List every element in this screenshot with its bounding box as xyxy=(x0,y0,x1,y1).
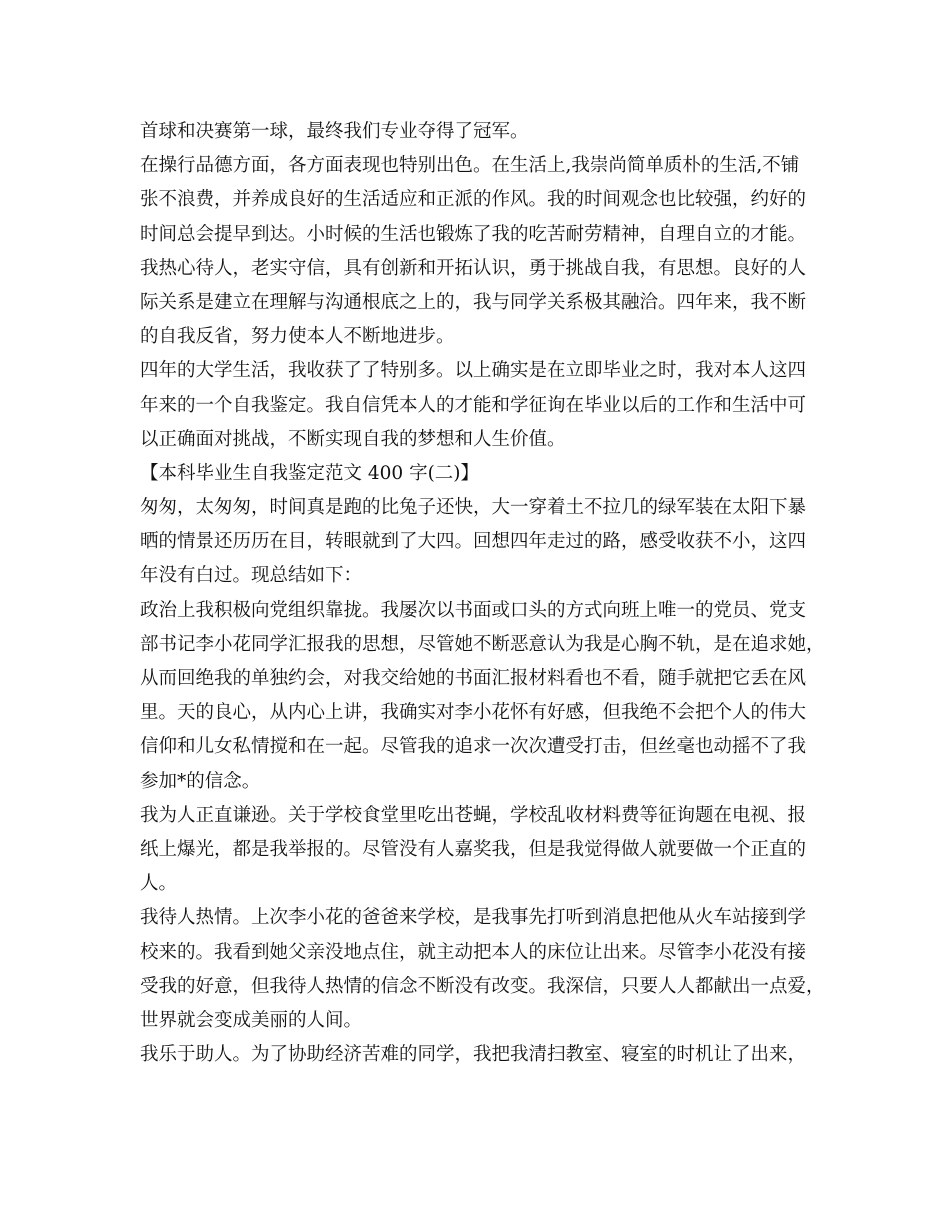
text-line: 时间总会提早到达。小时候的生活也锻炼了我的吃苦耐劳精神，自理自立的才能。 xyxy=(140,223,807,245)
text-line: 人。 xyxy=(140,873,178,895)
text-line: 以正确面对挑战，不断实现自我的梦想和人生价值。 xyxy=(140,428,566,450)
text-line: 参加*的信念。 xyxy=(140,770,261,792)
text-line: 我待人热情。上次李小花的爸爸来学校，是我事先打听到消息把他从火车站接到学 xyxy=(140,907,807,929)
text-line: 匆匆，太匆匆，时间真是跑的比兔子还快，大一穿着土不拉几的绿军装在太阳下暴 xyxy=(140,497,807,519)
text-line: 我为人正直谦逊。关于学校食堂里吃出苍蝇，学校乱收材料费等征询题在电视、报 xyxy=(140,804,807,826)
document-body xyxy=(140,115,840,1072)
text-line: 张不浪费，并养成良好的生活适应和正派的作风。我的时间观念也比较强，约好的 xyxy=(140,189,807,211)
text-line: 在操行品德方面，各方面表现也特别出色。在生活上,我崇尚简单质朴的生活,不铺 xyxy=(140,155,800,177)
text-line: 从而回绝我的单独约会，对我交给她的书面汇报材料看也不看，随手就把它丢在风 xyxy=(140,668,807,689)
text-line: 我热心待人，老实守信，具有创新和开拓认识，勇于挑战自我，有思想。良好的人 xyxy=(140,257,807,279)
text-line: 纸上爆光，都是我举报的。尽管没有人嘉奖我，但是我觉得做人就要做一个正直的 xyxy=(140,838,807,860)
text-line: 晒的情景还历历在目，转眼就到了大四。回想四年走过的路，感受收获不小，这四 xyxy=(140,531,807,553)
text-line: 年来的一个自我鉴定。我自信凭本人的才能和学征询在毕业以后的工作和生活中可 xyxy=(140,394,807,416)
text-line: 的自我反省，努力使本人不断地进步。 xyxy=(140,326,455,348)
text-line: 部书记李小花同学汇报我的思想，尽管她不断恶意认为我是心胸不轨，是在追求她， xyxy=(140,633,825,655)
text-line: 首球和决赛第一球，最终我们专业夺得了冠军。 xyxy=(140,121,529,142)
text-line: 际关系是建立在理解与沟通根底之上的，我与同学关系极其融洽。四年来，我不断 xyxy=(140,291,807,313)
text-line: 信仰和儿女私情搅和在一起。尽管我的追求一次次遭受打击，但丝毫也动摇不了我 xyxy=(140,736,807,758)
text-line: 里。天的良心，从内心上讲，我确实对李小花怀有好感，但我绝不会把个人的伟大 xyxy=(140,702,807,724)
section-heading: 【本科毕业生自我鉴定范文 400 字(二)】 xyxy=(140,462,480,484)
text-line: 政治上我积极向党组织靠拢。我屡次以书面或口头的方式向班上唯一的党员、党支 xyxy=(140,599,807,621)
text-line: 年没有白过。现总结如下： xyxy=(140,565,363,587)
text-line: 世界就会变成美丽的人间。 xyxy=(140,1009,363,1031)
text-line: 我乐于助人。为了协助经济苦难的同学，我把我清扫教室、寝室的时机让了出来， xyxy=(140,1044,807,1066)
text-line: 四年的大学生活，我收获了了特别多。以上确实是在立即毕业之时，我对本人这四 xyxy=(140,360,807,382)
text-line: 受我的好意，但我待人热情的信念不断没有改变。我深信，只要人人都献出一点爱， xyxy=(140,975,825,997)
text-line: 校来的。我看到她父亲没地点住，就主动把本人的床位让出来。尽管李小花没有接 xyxy=(140,941,807,963)
